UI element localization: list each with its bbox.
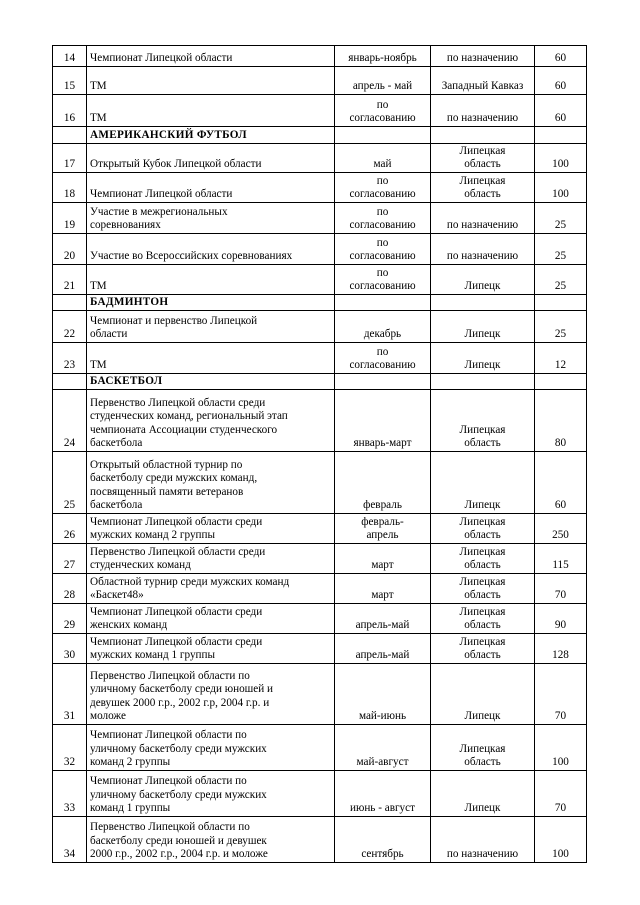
section-title: АМЕРИКАНСКИЙ ФУТБОЛ xyxy=(87,127,335,144)
table-row xyxy=(53,544,587,574)
place-cell: Липецкая область xyxy=(431,144,535,173)
date-cell: июнь - август xyxy=(335,771,431,817)
participants-cell xyxy=(535,295,587,311)
event-name-cell: Чемпионат и первенство Липецкой области xyxy=(87,311,335,343)
place-cell: Липецкая область xyxy=(431,173,535,203)
participants-cell: 60 xyxy=(535,95,587,127)
row-number-cell: 17 xyxy=(53,144,87,173)
table-row xyxy=(53,452,587,514)
table-row xyxy=(53,46,587,67)
section-title: БАСКЕТБОЛ xyxy=(87,374,335,390)
event-name-cell: ТМ xyxy=(87,67,335,95)
table-row xyxy=(53,311,587,343)
place-cell: Липецкая область xyxy=(431,604,535,634)
place-cell: по назначению xyxy=(431,95,535,127)
date-cell: май xyxy=(335,144,431,173)
row-number-cell: 19 xyxy=(53,203,87,234)
event-name-cell: Чемпионат Липецкой области среди мужских команд 1 группы xyxy=(87,634,335,664)
date-cell xyxy=(335,295,431,311)
date-cell: декабрь xyxy=(335,311,431,343)
place-cell: Липецкая область xyxy=(431,725,535,771)
row-number-cell: 23 xyxy=(53,343,87,374)
place-cell: по назначению xyxy=(431,817,535,863)
participants-cell: 60 xyxy=(535,46,587,67)
table-row xyxy=(53,574,587,604)
row-number-cell: 30 xyxy=(53,634,87,664)
place-cell: Липецк xyxy=(431,343,535,374)
participants-cell: 70 xyxy=(535,574,587,604)
place-cell xyxy=(431,295,535,311)
place-cell xyxy=(431,127,535,144)
event-name-cell: Чемпионат Липецкой области по уличному баскетболу среди мужских команд 1 группы xyxy=(87,771,335,817)
participants-cell: 12 xyxy=(535,343,587,374)
row-number-cell xyxy=(53,127,87,144)
place-cell: по назначению xyxy=(431,46,535,67)
table-row xyxy=(53,265,587,295)
place-cell xyxy=(431,374,535,390)
participants-cell: 25 xyxy=(535,311,587,343)
participants-cell: 90 xyxy=(535,604,587,634)
participants-cell: 25 xyxy=(535,265,587,295)
table-row xyxy=(53,817,587,863)
place-cell: Липецкая область xyxy=(431,574,535,604)
table-row xyxy=(53,604,587,634)
participants-cell: 70 xyxy=(535,664,587,725)
event-name-cell: Областной турнир среди мужских команд «Баскет48» xyxy=(87,574,335,604)
event-name-cell: Первенство Липецкой области среди студенческих команд, региональный этап чемпионата Ассоциации студенческого баскетбола xyxy=(87,390,335,452)
date-cell xyxy=(335,127,431,144)
participants-cell xyxy=(535,127,587,144)
date-cell: апрель - май xyxy=(335,67,431,95)
event-name-cell: Чемпионат Липецкой области xyxy=(87,173,335,203)
table-row xyxy=(53,173,587,203)
table-row xyxy=(53,343,587,374)
event-name-cell: Участие в межрегиональных соревнованиях xyxy=(87,203,335,234)
participants-cell: 100 xyxy=(535,173,587,203)
date-cell: по согласованию xyxy=(335,95,431,127)
participants-cell: 100 xyxy=(535,725,587,771)
place-cell: Липецкая область xyxy=(431,390,535,452)
event-name-cell: ТМ xyxy=(87,265,335,295)
date-cell xyxy=(335,374,431,390)
row-number-cell: 29 xyxy=(53,604,87,634)
place-cell: Липецк xyxy=(431,311,535,343)
date-cell: май-август xyxy=(335,725,431,771)
event-name-cell: Первенство Липецкой области по уличному баскетболу среди юношей и девушек 2000 г.р., 2002 г.р, 2004 г.р. и моложе xyxy=(87,664,335,725)
participants-cell: 80 xyxy=(535,390,587,452)
place-cell: Липецк xyxy=(431,664,535,725)
date-cell: апрель-май xyxy=(335,634,431,664)
place-cell: Западный Кавказ xyxy=(431,67,535,95)
table-row xyxy=(53,203,587,234)
date-cell: сентябрь xyxy=(335,817,431,863)
event-name-cell: Первенство Липецкой области среди студенческих команд xyxy=(87,544,335,574)
date-cell: март xyxy=(335,574,431,604)
participants-cell: 70 xyxy=(535,771,587,817)
date-cell: март xyxy=(335,544,431,574)
table-row xyxy=(53,390,587,452)
table-row xyxy=(53,95,587,127)
date-cell: по согласованию xyxy=(335,343,431,374)
place-cell: Липецкая область xyxy=(431,634,535,664)
table-row xyxy=(53,725,587,771)
row-number-cell xyxy=(53,295,87,311)
place-cell: по назначению xyxy=(431,203,535,234)
event-name-cell: Чемпионат Липецкой области среди женских команд xyxy=(87,604,335,634)
row-number-cell: 33 xyxy=(53,771,87,817)
row-number-cell: 16 xyxy=(53,95,87,127)
table-row xyxy=(53,664,587,725)
section-header-row xyxy=(53,374,587,390)
section-title: БАДМИНТОН xyxy=(87,295,335,311)
date-cell: апрель-май xyxy=(335,604,431,634)
date-cell: май-июнь xyxy=(335,664,431,725)
row-number-cell: 24 xyxy=(53,390,87,452)
participants-cell: 60 xyxy=(535,452,587,514)
participants-cell: 60 xyxy=(535,67,587,95)
events-table-body xyxy=(53,46,587,863)
date-cell: по согласованию xyxy=(335,173,431,203)
table-row xyxy=(53,634,587,664)
participants-cell: 100 xyxy=(535,817,587,863)
place-cell: Липецк xyxy=(431,771,535,817)
table-row xyxy=(53,514,587,544)
row-number-cell: 18 xyxy=(53,173,87,203)
row-number-cell: 34 xyxy=(53,817,87,863)
participants-cell xyxy=(535,374,587,390)
event-name-cell: Участие во Всероссийских соревнованиях xyxy=(87,234,335,265)
table-row xyxy=(53,234,587,265)
event-name-cell: Первенство Липецкой области по баскетболу среди юношей и девушек 2000 г.р., 2002 г.р., 2004 г.р. и моложе xyxy=(87,817,335,863)
event-name-cell: Открытый Кубок Липецкой области xyxy=(87,144,335,173)
row-number-cell: 27 xyxy=(53,544,87,574)
event-name-cell: ТМ xyxy=(87,343,335,374)
row-number-cell: 15 xyxy=(53,67,87,95)
section-header-row xyxy=(53,295,587,311)
event-name-cell: Чемпионат Липецкой области по уличному баскетболу среди мужских команд 2 группы xyxy=(87,725,335,771)
place-cell: Липецкая область xyxy=(431,544,535,574)
row-number-cell: 14 xyxy=(53,46,87,67)
participants-cell: 115 xyxy=(535,544,587,574)
participants-cell: 128 xyxy=(535,634,587,664)
section-header-row xyxy=(53,127,587,144)
participants-cell: 100 xyxy=(535,144,587,173)
place-cell: Липецк xyxy=(431,452,535,514)
row-number-cell: 20 xyxy=(53,234,87,265)
row-number-cell: 28 xyxy=(53,574,87,604)
event-name-cell: Открытый областной турнир по баскетболу среди мужских команд, посвященный памяти ветеранов баскетбола xyxy=(87,452,335,514)
date-cell: январь-ноябрь xyxy=(335,46,431,67)
table-row xyxy=(53,771,587,817)
place-cell: Липецкая область xyxy=(431,514,535,544)
date-cell: по согласованию xyxy=(335,234,431,265)
row-number-cell: 31 xyxy=(53,664,87,725)
place-cell: Липецк xyxy=(431,265,535,295)
row-number-cell: 26 xyxy=(53,514,87,544)
event-name-cell: ТМ xyxy=(87,95,335,127)
place-cell: по назначению xyxy=(431,234,535,265)
event-name-cell: Чемпионат Липецкой области xyxy=(87,46,335,67)
date-cell: февраль xyxy=(335,452,431,514)
row-number-cell: 25 xyxy=(53,452,87,514)
row-number-cell: 32 xyxy=(53,725,87,771)
date-cell: по согласованию xyxy=(335,203,431,234)
row-number-cell: 22 xyxy=(53,311,87,343)
table-row xyxy=(53,67,587,95)
row-number-cell: 21 xyxy=(53,265,87,295)
table-row xyxy=(53,144,587,173)
date-cell: январь-март xyxy=(335,390,431,452)
events-table xyxy=(52,45,587,863)
row-number-cell xyxy=(53,374,87,390)
date-cell: по согласованию xyxy=(335,265,431,295)
event-name-cell: Чемпионат Липецкой области среди мужских команд 2 группы xyxy=(87,514,335,544)
participants-cell: 25 xyxy=(535,234,587,265)
date-cell: февраль- апрель xyxy=(335,514,431,544)
participants-cell: 250 xyxy=(535,514,587,544)
participants-cell: 25 xyxy=(535,203,587,234)
